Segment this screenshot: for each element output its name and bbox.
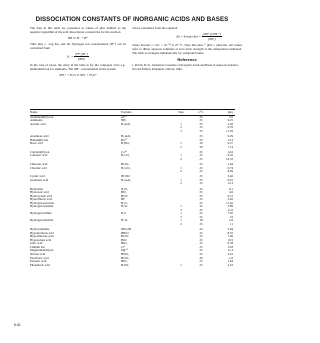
cell-formula: H₂S bbox=[121, 211, 127, 216]
cell-pka: 12.6 bbox=[227, 149, 233, 154]
cell-pka: 7.40 bbox=[227, 234, 233, 239]
cell-pka: 2.16 bbox=[227, 262, 233, 267]
cell-temperature: 25 bbox=[199, 251, 203, 256]
cell-pka: 6.76 bbox=[227, 125, 233, 130]
cell-pka: 13.4 bbox=[227, 137, 233, 142]
cell-pka: 7.05 bbox=[227, 211, 233, 216]
cell-name: Chlorous acid bbox=[30, 162, 48, 167]
equation-ka-left: Kₐ = bbox=[67, 54, 74, 59]
cell-temperature: 25 bbox=[199, 197, 203, 202]
cell-temperature: 25 bbox=[199, 241, 203, 246]
dissociation-table bbox=[30, 109, 235, 267]
cell-step: 2 bbox=[180, 156, 182, 161]
cell-name: Chromic acid bbox=[30, 165, 47, 170]
reference-heading: Reference bbox=[177, 57, 197, 63]
cell-formula: H₂CO₃ bbox=[121, 153, 130, 158]
cell-temperature: 25 bbox=[199, 169, 203, 174]
cell-temperature: 25 bbox=[199, 181, 203, 186]
cell-temperature: 25 bbox=[199, 174, 203, 179]
cell-step: 1 bbox=[180, 177, 182, 182]
cell-step: 2 bbox=[180, 125, 182, 130]
header-pka: pKa bbox=[211, 110, 235, 116]
cell-temperature: 25 bbox=[199, 248, 203, 253]
cell-temperature: 25 bbox=[199, 200, 203, 205]
cell-pka: -1.6 bbox=[228, 255, 233, 260]
equation-ammonium: NH₄⁺ + H₂O ⇌ NH₃ + H₃O⁺ bbox=[59, 72, 97, 77]
cell-formula: HIO₄ bbox=[121, 259, 128, 264]
cell-name: Lithium ion bbox=[30, 244, 45, 249]
cell-temperature: 25 bbox=[199, 190, 203, 195]
cell-temperature: 25 bbox=[199, 186, 203, 191]
equation-ka-fraction bbox=[74, 52, 89, 61]
cell-name: Hydrogen selenide bbox=[30, 204, 54, 209]
equation-kb-fraction bbox=[202, 32, 222, 41]
cell-pka: 11.0 bbox=[227, 207, 233, 212]
cell-pka: 11.4 bbox=[227, 248, 233, 253]
cell-formula: H₂GeO₃ bbox=[121, 177, 132, 182]
cell-pka: 10.33 bbox=[226, 156, 233, 161]
equation-kb bbox=[132, 32, 242, 41]
cell-temperature: 25 bbox=[199, 237, 203, 242]
equation-ka-denominator: [BH] bbox=[78, 56, 85, 61]
cell-formula: Ba⁺² bbox=[121, 137, 127, 142]
cell-formula: H₂CrO₄ bbox=[121, 165, 131, 170]
cell-temperature: 25 bbox=[199, 114, 203, 119]
cell-name: Periodic acid bbox=[30, 259, 47, 264]
cell-pka: >14 bbox=[228, 144, 233, 149]
cell-step: 1 bbox=[180, 211, 182, 216]
cell-name: Hydrogen sulfide bbox=[30, 211, 52, 216]
cell-formula: H₂Se bbox=[121, 204, 128, 209]
cell-temperature: 25 bbox=[199, 259, 203, 264]
header-formula: Formula bbox=[121, 110, 171, 116]
cell-step: 2 bbox=[180, 222, 182, 227]
header-name: Name bbox=[30, 110, 121, 116]
cell-temperature: 25 bbox=[199, 230, 203, 235]
cell-name: Magnesium(II) ion bbox=[30, 248, 54, 253]
cell-name: Nitrous acid bbox=[30, 251, 46, 256]
cell-temperature: 25 bbox=[199, 121, 203, 126]
right-paragraph-1: can be calculated from the equation bbox=[132, 26, 178, 30]
cell-formula: NH₃ bbox=[121, 118, 127, 123]
equation-ka bbox=[30, 52, 126, 61]
cell-temperature: 25 bbox=[199, 211, 203, 216]
cell-formula: H₃BO₃ bbox=[121, 141, 130, 146]
cell-temperature: 18 bbox=[199, 218, 203, 223]
cell-pka: 0.78 bbox=[227, 241, 233, 246]
cell-pka: 9.27 bbox=[227, 141, 233, 146]
cell-step: 1 bbox=[180, 121, 182, 126]
cell-name: Carbonic acid bbox=[30, 153, 48, 158]
cell-pka: 1.94 bbox=[227, 162, 233, 167]
cell-formula: NH₂OH bbox=[121, 227, 132, 232]
cell-name: Phosphoric acid bbox=[30, 262, 50, 267]
cell-formula: Mg⁺² bbox=[121, 248, 128, 253]
cell-pka: 9.01 bbox=[227, 177, 233, 182]
cell-temperature: 25 bbox=[199, 244, 203, 249]
equation-ka-numerator: [H⁺][B⁻] bbox=[75, 51, 88, 56]
cell-name: Hydroxylamine bbox=[30, 227, 50, 232]
cell-pka: 1.64 bbox=[227, 259, 233, 264]
cell-name: Germanic acid bbox=[30, 177, 49, 182]
cell-temperature: 25 bbox=[199, 234, 203, 239]
cell-name: Hydrofluoric acid bbox=[30, 197, 53, 202]
cell-formula: HIO₃ bbox=[121, 241, 128, 246]
cell-pka: 4.6 bbox=[229, 190, 233, 195]
cell-name: Hydrazoic acid bbox=[30, 190, 49, 195]
cell-formula: Li⁺ bbox=[121, 244, 126, 249]
cell-temperature: 25 bbox=[199, 207, 203, 212]
cell-step: 1 bbox=[180, 262, 182, 267]
cell-temperature: 20 bbox=[199, 255, 203, 260]
cell-name: Calcium(II) ion bbox=[30, 149, 50, 154]
cell-temperature: 25 bbox=[199, 193, 203, 198]
cell-pka: 3.25 bbox=[227, 251, 233, 256]
cell-temperature: 25 bbox=[199, 134, 203, 139]
cell-name: Hypobromous acid bbox=[30, 230, 54, 235]
cell-formula: H₂AsO₃ bbox=[121, 134, 132, 139]
cell-name: Perchloric acid bbox=[30, 255, 49, 260]
cell-step: 3 bbox=[180, 128, 182, 133]
cell-formula: HClO₄ bbox=[121, 255, 130, 260]
cell-formula: N₂H₄ bbox=[121, 186, 128, 191]
cell-formula: H₃PO₄ bbox=[121, 262, 130, 267]
cell-pka: 13.8 bbox=[227, 244, 233, 249]
cell-temperature: 25 bbox=[199, 165, 203, 170]
equation-kb-left: Kb = Kwater/Ka = bbox=[176, 34, 201, 39]
cell-name: Hydrocyanic acid bbox=[30, 193, 52, 198]
intro-left-column bbox=[30, 26, 126, 79]
cell-temperature: 20 bbox=[199, 144, 203, 149]
cell-temperature: 25 bbox=[199, 204, 203, 209]
cell-temperature: 25 bbox=[199, 177, 203, 182]
cell-pka: 2.26 bbox=[227, 121, 233, 126]
cell-name: Ammonia bbox=[30, 118, 43, 123]
cell-temperature: 25 bbox=[199, 222, 203, 227]
cell-name: Arsenious acid bbox=[30, 134, 49, 139]
cell-name: Iodic acid bbox=[30, 241, 43, 246]
cell-pka: 5.0 bbox=[229, 114, 233, 119]
cell-formula: HCNO bbox=[121, 174, 130, 179]
cell-name: Cyanic acid bbox=[30, 174, 45, 179]
cell-formula: HIO bbox=[121, 237, 127, 242]
cell-pka: 2.6 bbox=[229, 218, 233, 223]
cell-name: Barium(II) ion bbox=[30, 137, 49, 142]
cell-pka: 9.29 bbox=[227, 134, 233, 139]
cell-name: Hydrazine bbox=[30, 186, 43, 191]
cell-step: 2 bbox=[180, 144, 182, 149]
cell-step: 1 bbox=[180, 165, 182, 170]
header-temperature: t/°C bbox=[191, 110, 211, 116]
cell-formula: HN₃ bbox=[121, 190, 127, 195]
cell-pka: 3.89 bbox=[227, 204, 233, 209]
cell-temperature: 25 bbox=[199, 214, 203, 219]
cell-formula: H₂Te bbox=[121, 218, 128, 223]
table-body bbox=[30, 115, 235, 267]
cell-step: 2 bbox=[180, 181, 182, 186]
cell-temperature: 25 bbox=[199, 137, 203, 142]
header-step: Step bbox=[171, 110, 191, 116]
cell-pka: 0.74 bbox=[227, 165, 233, 170]
cell-pka: 9.25 bbox=[227, 118, 233, 123]
cell-temperature: 25 bbox=[199, 118, 203, 123]
cell-temperature: 25 bbox=[199, 153, 203, 158]
cell-pka: 6.35 bbox=[227, 153, 233, 158]
cell-name: Hydrogen peroxide bbox=[30, 200, 54, 205]
cell-pka: 19 bbox=[229, 214, 233, 219]
cell-pka: 6.49 bbox=[227, 169, 233, 174]
cell-name: Hydrogen telluride bbox=[30, 218, 54, 223]
cell-formula: HClO bbox=[121, 234, 129, 239]
intro-paragraph-2: Thus pKa = –log Ka, and the hydrogen ion concentration [H⁺] can be calculated from bbox=[30, 41, 126, 50]
cell-pka: 8.1 bbox=[229, 186, 233, 191]
cell-formula: HNO₂ bbox=[121, 251, 129, 256]
cell-step: 2 bbox=[180, 207, 182, 212]
cell-temperature: 25 bbox=[199, 162, 203, 167]
cell-pka: 11 bbox=[230, 222, 233, 227]
intro-paragraph-3: In the case of bases, the entry in the table is for the conjugate acid; e.g., ammonium ion for ammonia. The OH⁻ concentration in the system bbox=[30, 62, 126, 71]
cell-temperature: 25 bbox=[199, 128, 203, 133]
page-number: 8-40 bbox=[14, 323, 21, 327]
cell-pka: 8.55 bbox=[227, 230, 233, 235]
intro-paragraph-1: The data in this table are presented as values of pKa defined as the negative logarithm of the acid dissociation constant Ka for the reaction bbox=[30, 26, 126, 35]
cell-temperature: 25 bbox=[199, 125, 203, 130]
cell-temperature: 20 bbox=[199, 141, 203, 146]
equation-kb-numerator: [OH⁻][NH₄⁺] bbox=[202, 31, 221, 36]
cell-formula: H₂O₂ bbox=[121, 200, 128, 205]
cell-formula: HClO₂ bbox=[121, 162, 130, 167]
cell-formula: H₃AsO₄ bbox=[121, 121, 132, 126]
cell-pka: 5.94 bbox=[227, 227, 233, 232]
right-paragraph-2: where Kwater = 1.01 × 10⁻¹⁴ at 25 °C. Note that pKa + pKb = pKwater. All values refer to dilute aqueous solutions at zero ionic strength at the temperature indicated. The table is arranged alphabetically by compound name. bbox=[132, 42, 242, 56]
cell-name: Hypoiodous acid bbox=[30, 237, 52, 242]
cell-step: 2 bbox=[180, 214, 182, 219]
cell-pka: 11.62 bbox=[226, 200, 233, 205]
table-row bbox=[30, 264, 235, 268]
cell-pka: 3.20 bbox=[227, 197, 233, 202]
cell-formula: Ca⁺² bbox=[121, 149, 127, 154]
cell-temperature: 25 bbox=[199, 227, 203, 232]
cell-step: 1 bbox=[180, 141, 182, 146]
cell-formula: HBrO bbox=[121, 230, 129, 235]
cell-formula: Al⁺³ bbox=[121, 114, 127, 119]
cell-step: 1 bbox=[180, 153, 182, 158]
cell-step: 2 bbox=[180, 169, 182, 174]
cell-name: Hypochlorous acid bbox=[30, 234, 54, 239]
reference-entry: 1. Perrin, D. D., Ionisation Constants of Inorganic Acids and Bases in Aqueous Solution, Second Edition, Pergamon, Oxford, 1982. bbox=[132, 63, 239, 71]
cell-name: Aluminum(III) ion bbox=[30, 114, 54, 119]
cell-pka: 9.21 bbox=[227, 193, 233, 198]
cell-step: 1 bbox=[180, 218, 182, 223]
cell-pka: 10.5 bbox=[227, 237, 233, 242]
cell-pka: 11.29 bbox=[226, 128, 233, 133]
equation-kb-denominator: [NH₃] bbox=[207, 36, 216, 41]
cell-step: 1 bbox=[180, 204, 182, 209]
intro-right-column bbox=[132, 26, 242, 71]
cell-name: Boric acid bbox=[30, 141, 43, 146]
cell-temperature: 25 bbox=[199, 149, 203, 154]
cell-temperature: 25 bbox=[199, 262, 203, 267]
cell-temperature: 25 bbox=[199, 156, 203, 161]
cell-name: Arsenic acid bbox=[30, 121, 46, 126]
page-title: DISSOCIATION CONSTANTS OF INORGANIC ACIDS AND BASES bbox=[35, 16, 229, 23]
equation-dissociation: BH ⇌ B⁻ + H⁺ bbox=[68, 35, 88, 40]
cell-formula: HCN bbox=[121, 193, 128, 198]
cell-pka: 12.3 bbox=[227, 181, 233, 186]
cell-pka: 3.46 bbox=[227, 174, 233, 179]
cell-formula: HF bbox=[121, 197, 125, 202]
